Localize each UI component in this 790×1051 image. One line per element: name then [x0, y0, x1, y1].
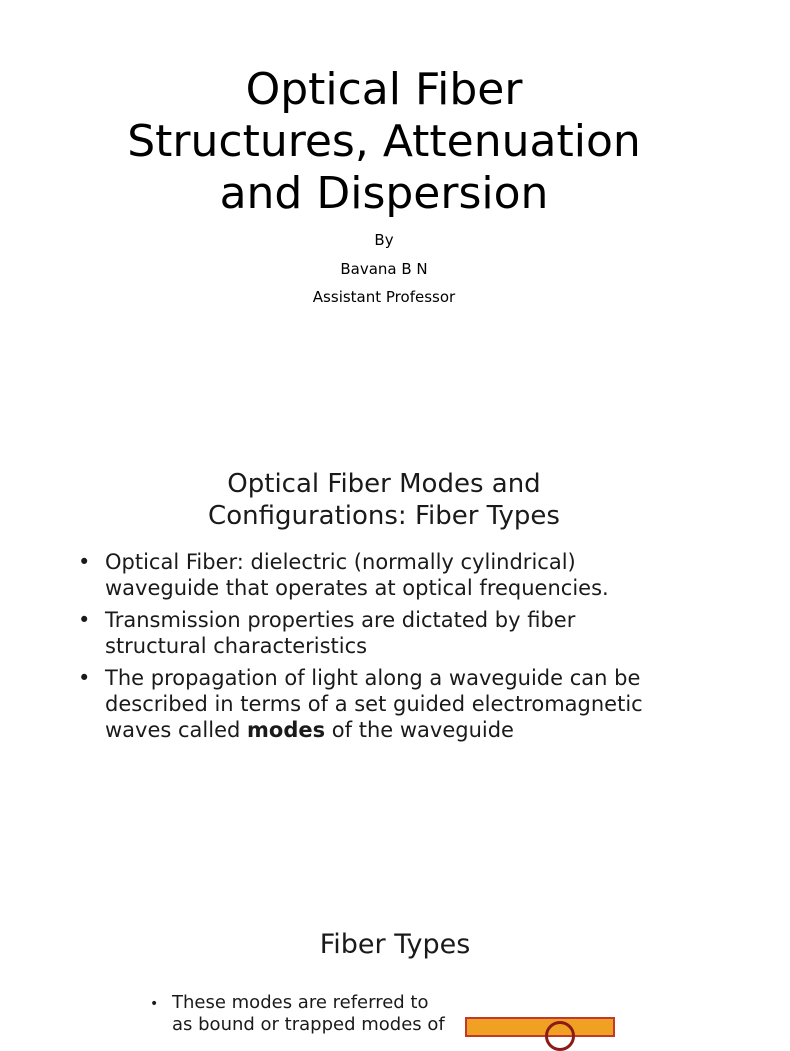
fiber-diagram-image — [465, 1017, 615, 1037]
bullet-icon: • — [78, 666, 91, 690]
bullet-text: These modes are referred to as bound or trapped modes of — [172, 992, 445, 1035]
title-slide — [0, 0, 768, 425]
bullet-item — [150, 992, 450, 1036]
title-line-2: Structures, Attenuation — [127, 116, 641, 167]
fiber-core-ring — [545, 1021, 575, 1051]
by-label: By — [374, 231, 394, 249]
bullet-text-pre: The propagation of light along a waveguide can be described in terms of a set guided electromagnetic waves called — [105, 666, 643, 742]
title-line-1: Optical Fiber — [245, 64, 523, 115]
author-name: Bavana B N — [340, 260, 428, 278]
slide-title: Fiber Types — [319, 929, 471, 960]
bullet-list — [78, 549, 678, 749]
bullet-item — [78, 665, 678, 743]
bullet-icon: • — [150, 996, 159, 1012]
bullet-item — [78, 607, 678, 659]
fiber-types-slide — [0, 850, 768, 1035]
slide-title-line-2: Configurations: Fiber Types — [208, 501, 560, 531]
bullet-list — [150, 992, 450, 1036]
slide-title — [0, 468, 768, 532]
bullet-text: Transmission properties are dictated by fiber structural characteristics — [105, 608, 576, 658]
title-line-3: and Dispersion — [219, 168, 549, 219]
bullet-text — [105, 666, 643, 742]
bullet-text-post: of the waveguide — [325, 718, 514, 742]
author-role: Assistant Professor — [312, 288, 456, 306]
fiber-modes-slide — [0, 425, 768, 850]
bullet-icon: • — [78, 550, 91, 574]
slide-title-line-1: Optical Fiber Modes and — [227, 469, 541, 499]
presentation-title — [0, 64, 768, 220]
bullet-text: Optical Fiber: dielectric (normally cylindrical) waveguide that operates at optical frequencies. — [105, 550, 609, 600]
bullet-item — [78, 549, 678, 601]
bullet-icon: • — [78, 608, 91, 632]
bullet-text-bold: modes — [247, 718, 326, 742]
